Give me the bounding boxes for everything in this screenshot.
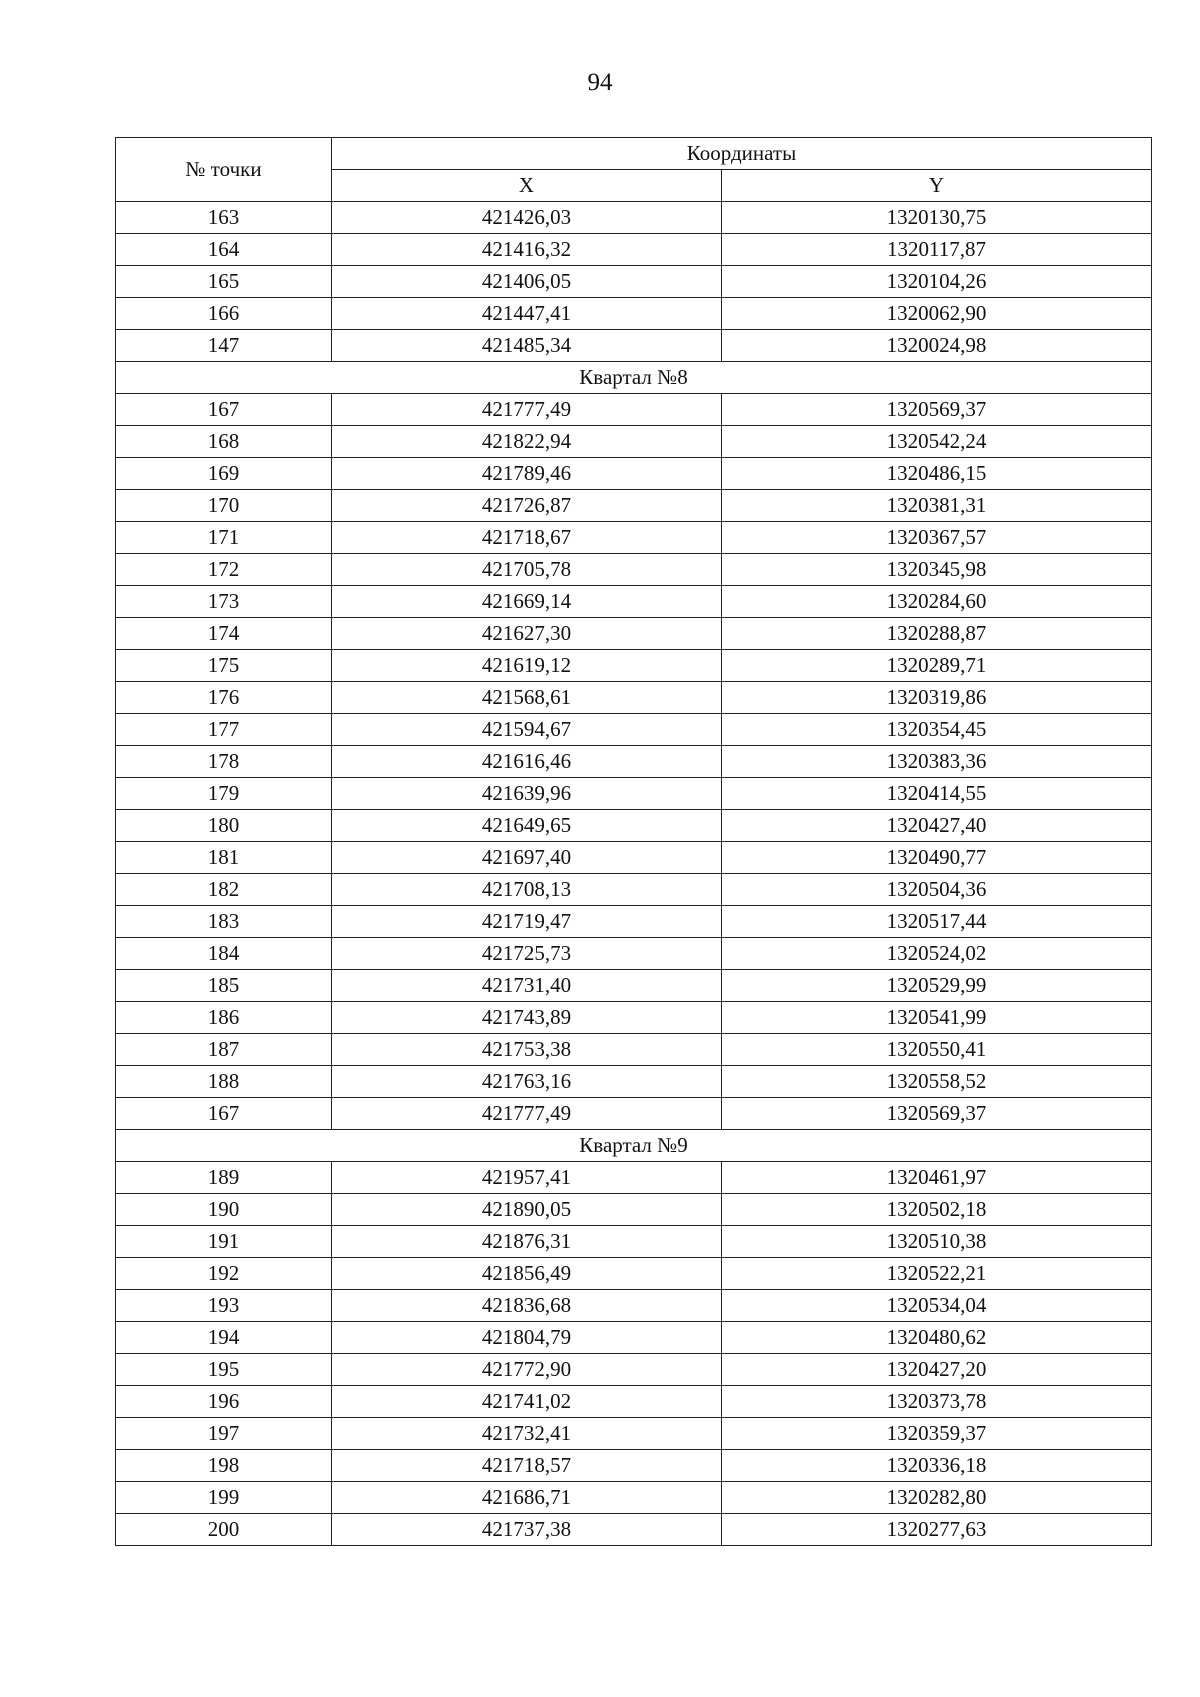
point-number-cell: 178	[116, 746, 332, 778]
y-coordinate-cell: 1320541,99	[722, 1002, 1152, 1034]
coordinates-table	[115, 137, 1152, 1546]
point-number-cell: 168	[116, 426, 332, 458]
point-number-cell: 191	[116, 1226, 332, 1258]
section-row	[116, 1130, 1152, 1162]
x-coordinate-cell: 421705,78	[332, 554, 722, 586]
x-coordinate-cell: 421822,94	[332, 426, 722, 458]
x-coordinate-cell: 421718,57	[332, 1450, 722, 1482]
table-row	[116, 266, 1152, 298]
y-coordinate-cell: 1320427,20	[722, 1354, 1152, 1386]
y-coordinate-cell: 1320490,77	[722, 842, 1152, 874]
x-coordinate-cell: 421616,46	[332, 746, 722, 778]
y-coordinate-cell: 1320383,36	[722, 746, 1152, 778]
point-number-cell: 167	[116, 394, 332, 426]
y-coordinate-cell: 1320534,04	[722, 1290, 1152, 1322]
point-number-cell: 175	[116, 650, 332, 682]
point-number-cell: 196	[116, 1386, 332, 1418]
x-coordinate-cell: 421485,34	[332, 330, 722, 362]
point-number-cell: 172	[116, 554, 332, 586]
table-row	[116, 586, 1152, 618]
y-coordinate-cell: 1320282,80	[722, 1482, 1152, 1514]
table-row	[116, 1514, 1152, 1546]
x-coordinate-cell: 421789,46	[332, 458, 722, 490]
y-coordinate-cell: 1320414,55	[722, 778, 1152, 810]
y-coordinate-cell: 1320524,02	[722, 938, 1152, 970]
point-number-cell: 182	[116, 874, 332, 906]
table-row	[116, 1034, 1152, 1066]
point-number-cell: 188	[116, 1066, 332, 1098]
table-row	[116, 650, 1152, 682]
table-row	[116, 682, 1152, 714]
point-number-cell: 190	[116, 1194, 332, 1226]
point-number-cell: 177	[116, 714, 332, 746]
x-coordinate-cell: 421804,79	[332, 1322, 722, 1354]
table-row	[116, 554, 1152, 586]
y-coordinate-cell: 1320319,86	[722, 682, 1152, 714]
x-coordinate-cell: 421856,49	[332, 1258, 722, 1290]
y-coordinate-cell: 1320550,41	[722, 1034, 1152, 1066]
header-x: X	[332, 170, 722, 202]
point-number-cell: 198	[116, 1450, 332, 1482]
y-coordinate-cell: 1320542,24	[722, 426, 1152, 458]
point-number-cell: 167	[116, 1098, 332, 1130]
y-coordinate-cell: 1320529,99	[722, 970, 1152, 1002]
point-number-cell: 194	[116, 1322, 332, 1354]
y-coordinate-cell: 1320024,98	[722, 330, 1152, 362]
table-row	[116, 1098, 1152, 1130]
table-header	[116, 138, 1152, 202]
y-coordinate-cell: 1320336,18	[722, 1450, 1152, 1482]
point-number-cell: 174	[116, 618, 332, 650]
point-number-cell: 171	[116, 522, 332, 554]
x-coordinate-cell: 421426,03	[332, 202, 722, 234]
x-coordinate-cell: 421772,90	[332, 1354, 722, 1386]
x-coordinate-cell: 421777,49	[332, 394, 722, 426]
table-row	[116, 1194, 1152, 1226]
x-coordinate-cell: 421697,40	[332, 842, 722, 874]
point-number-cell: 199	[116, 1482, 332, 1514]
y-coordinate-cell: 1320569,37	[722, 394, 1152, 426]
point-number-cell: 192	[116, 1258, 332, 1290]
point-number-cell: 181	[116, 842, 332, 874]
x-coordinate-cell: 421406,05	[332, 266, 722, 298]
y-coordinate-cell: 1320373,78	[722, 1386, 1152, 1418]
table-row	[116, 618, 1152, 650]
page-number: 94	[587, 69, 613, 96]
table-row	[116, 1450, 1152, 1482]
y-coordinate-cell: 1320558,52	[722, 1066, 1152, 1098]
y-coordinate-cell: 1320381,31	[722, 490, 1152, 522]
table-row	[116, 970, 1152, 1002]
x-coordinate-cell: 421669,14	[332, 586, 722, 618]
table-row	[116, 714, 1152, 746]
x-coordinate-cell: 421686,71	[332, 1482, 722, 1514]
x-coordinate-cell: 421649,65	[332, 810, 722, 842]
table-row	[116, 394, 1152, 426]
section-label: Квартал №8	[116, 362, 1152, 394]
table-row	[116, 1002, 1152, 1034]
point-number-cell: 170	[116, 490, 332, 522]
y-coordinate-cell: 1320504,36	[722, 874, 1152, 906]
table-row	[116, 1418, 1152, 1450]
point-number-cell: 200	[116, 1514, 332, 1546]
y-coordinate-cell: 1320569,37	[722, 1098, 1152, 1130]
x-coordinate-cell: 421639,96	[332, 778, 722, 810]
x-coordinate-cell: 421627,30	[332, 618, 722, 650]
x-coordinate-cell: 421708,13	[332, 874, 722, 906]
y-coordinate-cell: 1320502,18	[722, 1194, 1152, 1226]
point-number-cell: 180	[116, 810, 332, 842]
table-row	[116, 1226, 1152, 1258]
y-coordinate-cell: 1320522,21	[722, 1258, 1152, 1290]
x-coordinate-cell: 421732,41	[332, 1418, 722, 1450]
x-coordinate-cell: 421743,89	[332, 1002, 722, 1034]
table-row	[116, 298, 1152, 330]
y-coordinate-cell: 1320289,71	[722, 650, 1152, 682]
table-row	[116, 938, 1152, 970]
x-coordinate-cell: 421416,32	[332, 234, 722, 266]
point-number-cell: 195	[116, 1354, 332, 1386]
table-row	[116, 810, 1152, 842]
y-coordinate-cell: 1320359,37	[722, 1418, 1152, 1450]
point-number-cell: 179	[116, 778, 332, 810]
table-row	[116, 1290, 1152, 1322]
x-coordinate-cell: 421777,49	[332, 1098, 722, 1130]
table-row	[116, 458, 1152, 490]
x-coordinate-cell: 421447,41	[332, 298, 722, 330]
point-number-cell: 189	[116, 1162, 332, 1194]
point-number-cell: 183	[116, 906, 332, 938]
point-number-cell: 173	[116, 586, 332, 618]
table-row	[116, 906, 1152, 938]
point-number-cell: 185	[116, 970, 332, 1002]
x-coordinate-cell: 421836,68	[332, 1290, 722, 1322]
point-number-cell: 147	[116, 330, 332, 362]
x-coordinate-cell: 421753,38	[332, 1034, 722, 1066]
y-coordinate-cell: 1320461,97	[722, 1162, 1152, 1194]
x-coordinate-cell: 421719,47	[332, 906, 722, 938]
y-coordinate-cell: 1320062,90	[722, 298, 1152, 330]
table-row	[116, 1258, 1152, 1290]
y-coordinate-cell: 1320104,26	[722, 266, 1152, 298]
y-coordinate-cell: 1320427,40	[722, 810, 1152, 842]
point-number-cell: 184	[116, 938, 332, 970]
y-coordinate-cell: 1320354,45	[722, 714, 1152, 746]
table-row	[116, 842, 1152, 874]
section-row	[116, 362, 1152, 394]
y-coordinate-cell: 1320486,15	[722, 458, 1152, 490]
header-point-number: № точки	[116, 138, 332, 202]
point-number-cell: 193	[116, 1290, 332, 1322]
y-coordinate-cell: 1320345,98	[722, 554, 1152, 586]
y-coordinate-cell: 1320288,87	[722, 618, 1152, 650]
point-number-cell: 165	[116, 266, 332, 298]
table-row	[116, 330, 1152, 362]
table-row	[116, 1386, 1152, 1418]
x-coordinate-cell: 421594,67	[332, 714, 722, 746]
table-row	[116, 778, 1152, 810]
point-number-cell: 166	[116, 298, 332, 330]
x-coordinate-cell: 421957,41	[332, 1162, 722, 1194]
table-row	[116, 874, 1152, 906]
table-row	[116, 746, 1152, 778]
point-number-cell: 164	[116, 234, 332, 266]
table-row	[116, 1354, 1152, 1386]
y-coordinate-cell: 1320130,75	[722, 202, 1152, 234]
point-number-cell: 186	[116, 1002, 332, 1034]
table-row	[116, 522, 1152, 554]
x-coordinate-cell: 421890,05	[332, 1194, 722, 1226]
y-coordinate-cell: 1320517,44	[722, 906, 1152, 938]
section-label: Квартал №9	[116, 1130, 1152, 1162]
x-coordinate-cell: 421763,16	[332, 1066, 722, 1098]
table-body	[116, 202, 1152, 1546]
header-coordinates: Координаты	[332, 138, 1152, 170]
y-coordinate-cell: 1320480,62	[722, 1322, 1152, 1354]
x-coordinate-cell: 421876,31	[332, 1226, 722, 1258]
point-number-cell: 187	[116, 1034, 332, 1066]
y-coordinate-cell: 1320277,63	[722, 1514, 1152, 1546]
table-row	[116, 1162, 1152, 1194]
point-number-cell: 163	[116, 202, 332, 234]
point-number-cell: 169	[116, 458, 332, 490]
x-coordinate-cell: 421568,61	[332, 682, 722, 714]
y-coordinate-cell: 1320510,38	[722, 1226, 1152, 1258]
table-row	[116, 234, 1152, 266]
point-number-cell: 176	[116, 682, 332, 714]
x-coordinate-cell: 421725,73	[332, 938, 722, 970]
table-row	[116, 202, 1152, 234]
table-row	[116, 1322, 1152, 1354]
header-y: Y	[722, 170, 1152, 202]
table-row	[116, 490, 1152, 522]
x-coordinate-cell: 421619,12	[332, 650, 722, 682]
x-coordinate-cell: 421726,87	[332, 490, 722, 522]
x-coordinate-cell: 421737,38	[332, 1514, 722, 1546]
y-coordinate-cell: 1320284,60	[722, 586, 1152, 618]
x-coordinate-cell: 421741,02	[332, 1386, 722, 1418]
table-row	[116, 426, 1152, 458]
y-coordinate-cell: 1320117,87	[722, 234, 1152, 266]
y-coordinate-cell: 1320367,57	[722, 522, 1152, 554]
point-number-cell: 197	[116, 1418, 332, 1450]
table-row	[116, 1066, 1152, 1098]
x-coordinate-cell: 421718,67	[332, 522, 722, 554]
x-coordinate-cell: 421731,40	[332, 970, 722, 1002]
table-row	[116, 1482, 1152, 1514]
